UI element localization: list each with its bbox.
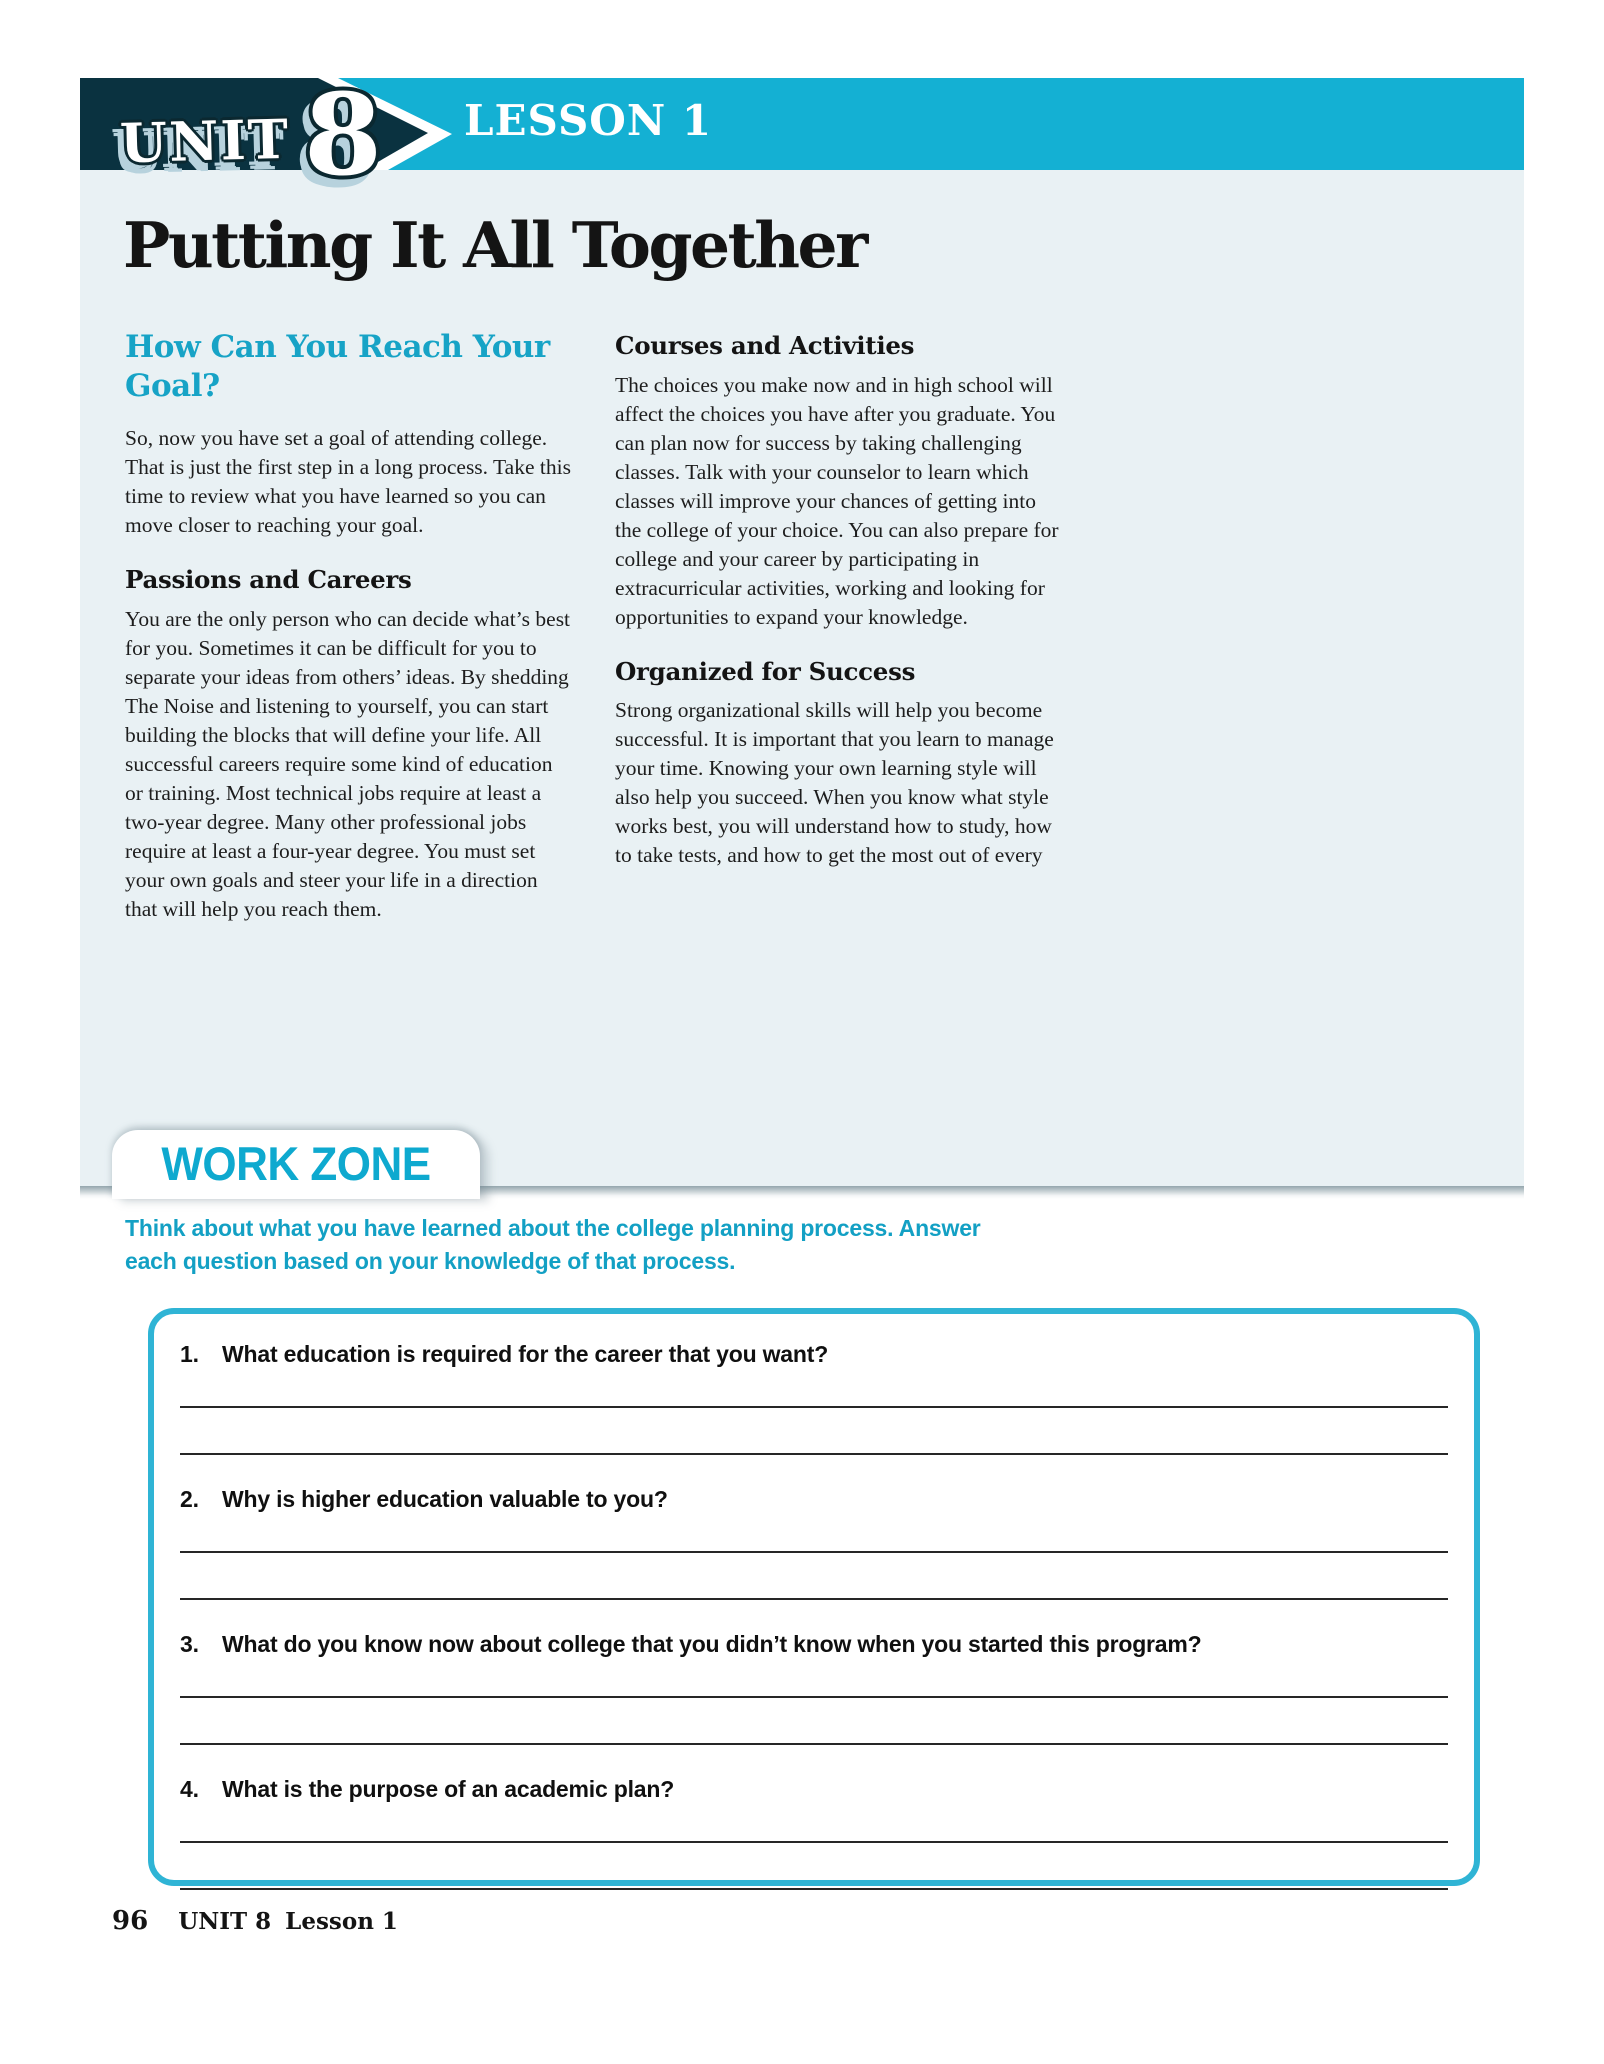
page-title: Putting It All Together	[123, 208, 866, 282]
section-paragraph-courses: The choices you make now and in high school will affect the choices you have after you graduate. You can plan now for success by taking challenging classes. Talk with your counselor to learn which classes will improve your chances of getting into the college of your choice. You can also prepare for college and your career by participating in extracurricular activities, working and looking for opportunities to expand your knowledge.	[615, 372, 1059, 629]
question-number: 1.	[180, 1341, 199, 1367]
answer-line[interactable]	[180, 1408, 1448, 1455]
section-heading-courses: Courses and Activities	[615, 331, 915, 360]
question-text: What do you know now about college that you didn’t know when you started this program?	[222, 1631, 1202, 1657]
section-paragraph-organized: Strong organizational skills will help you become successful. It is important that you learn to manage your time. Knowing your own learning style will also help you succeed. When you know what style works best, you will understand how to study, how to take tests, and how to get the most out of every	[615, 698, 1054, 868]
unit-number-badge: 8	[304, 70, 382, 201]
question-2-row	[180, 1485, 1450, 1513]
question-text: What is the purpose of an academic plan?	[222, 1776, 675, 1802]
footer-lesson: Lesson 1	[285, 1908, 398, 1935]
work-zone-tab	[112, 1130, 480, 1199]
footer-unit: UNIT 8	[178, 1908, 272, 1935]
page-number: 96	[112, 1906, 149, 1936]
answer-line[interactable]	[180, 1698, 1448, 1745]
article-right-column	[615, 328, 1067, 870]
question-text: Why is higher education valuable to you?	[222, 1486, 668, 1512]
section-heading-organized: Organized for Success	[615, 656, 916, 686]
answer-line[interactable]	[180, 1843, 1448, 1890]
article-left-column	[125, 328, 571, 924]
lesson-label: LESSON 1	[464, 96, 713, 145]
section-heading-passions: Passions and Careers	[125, 565, 412, 594]
unit-banner	[80, 70, 1524, 201]
work-zone-title: WORK ZONE	[161, 1137, 431, 1191]
answer-line[interactable]	[180, 1553, 1448, 1600]
intro-paragraph: So, now you have set a goal of attending college. That is just the first step in a long process. Take this time to review what you have learned so you can move closer to reaching your goal.	[125, 426, 571, 537]
answer-line[interactable]	[180, 1513, 1448, 1553]
work-zone-instructions: Think about what you have learned about the college planning process. Answer each question based on your knowledge of that process.	[125, 1215, 981, 1274]
question-4	[180, 1775, 1450, 1890]
answer-line[interactable]	[180, 1368, 1448, 1408]
question-number: 2.	[180, 1486, 199, 1512]
intro-heading: How Can You Reach Your Goal?	[125, 329, 550, 404]
question-3-row	[180, 1630, 1450, 1658]
section-paragraph-passions: You are the only person who can decide what’s best for you. Sometimes it can be difficult for you to separate your ideas from others’ ideas. By shedding The Noise and listening to yourself, you can start building the blocks that will define your life. All successful careers require some kind of education or training. Most technical jobs require at least a two-year degree. Many other professional jobs require at least a four-year degree. You must set your own goals and steer your life in a direction that will help you reach them.	[125, 606, 571, 921]
question-text: What education is required for the career that you want?	[222, 1341, 829, 1367]
page-footer	[112, 1906, 398, 1936]
answer-line[interactable]	[180, 1658, 1448, 1698]
question-box	[148, 1308, 1480, 1886]
question-1	[180, 1340, 1450, 1455]
question-1-row	[180, 1340, 1450, 1368]
question-3	[180, 1630, 1450, 1745]
question-number: 4.	[180, 1776, 199, 1802]
question-2	[180, 1485, 1450, 1600]
answer-line[interactable]	[180, 1803, 1448, 1843]
question-number: 3.	[180, 1631, 199, 1657]
question-4-row	[180, 1775, 1450, 1803]
unit-label: UNIT	[119, 106, 291, 176]
